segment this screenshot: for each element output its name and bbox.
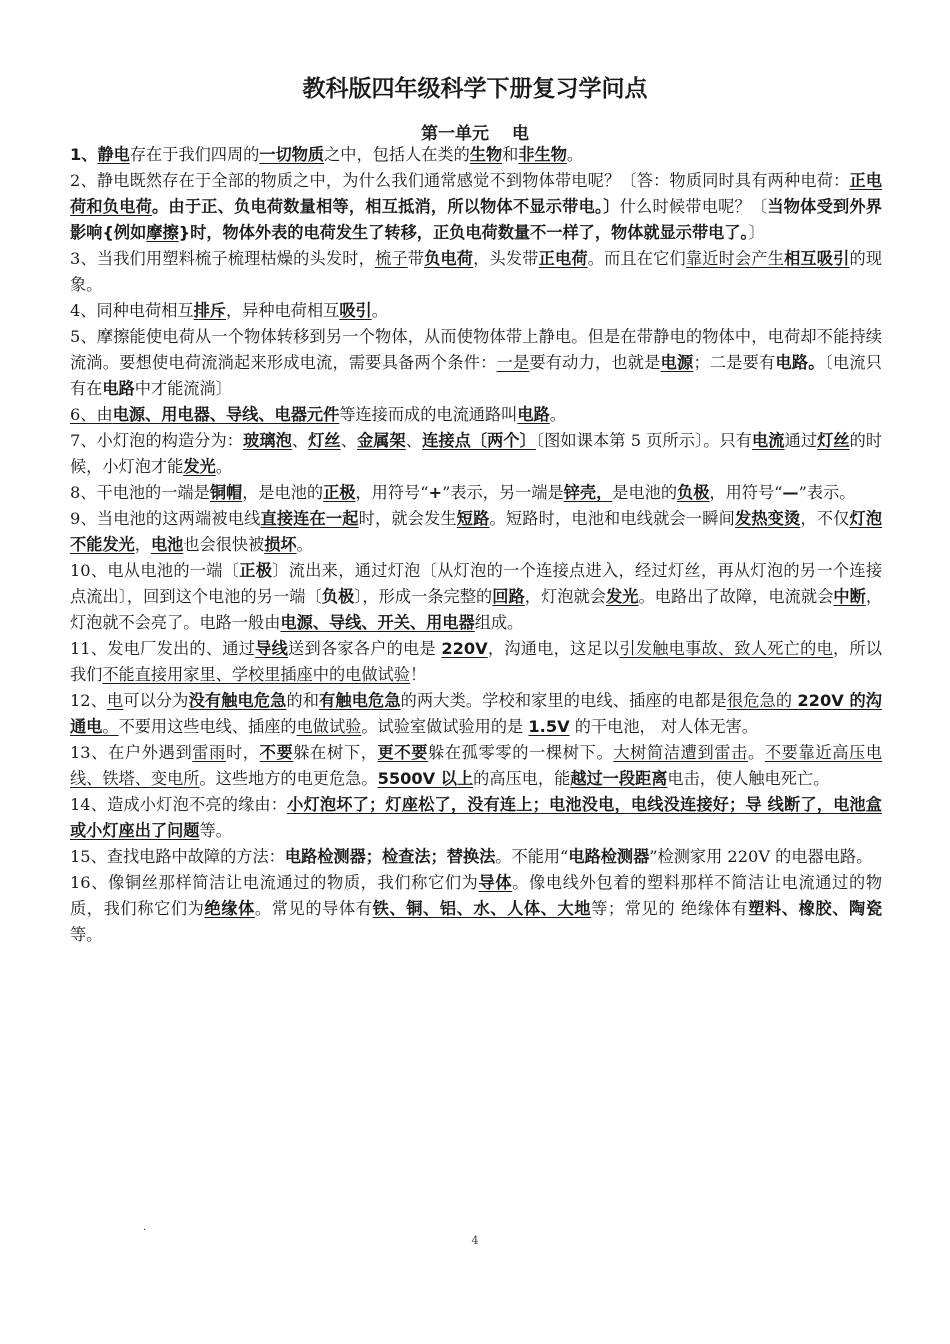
text-run: ”表示，另一端是 — [442, 483, 564, 502]
text-run: 14、造成小灯泡不亮的缘由： — [70, 795, 288, 814]
text-run: ，灯泡就会 — [524, 587, 606, 606]
text-run: 1.5V — [528, 717, 570, 736]
text-run: 相互吸引 — [784, 249, 850, 268]
text-run: 没有触电危急 — [188, 691, 287, 710]
text-run: 〕 — [748, 223, 765, 242]
text-run: 。不能用“ — [495, 847, 569, 866]
text-run: 躲在孤零零的一棵树下。 — [428, 743, 614, 762]
text-run: 220V 的沟通电 — [70, 691, 882, 736]
text-run: 1、 — [70, 145, 98, 164]
text-run: 梳子 — [374, 249, 408, 268]
text-run: 要有动力，也就是 — [529, 353, 661, 372]
text-run: 组成。 — [474, 613, 524, 632]
text-run: 和 — [502, 145, 519, 164]
text-run: 送到各家各户的电是 — [288, 639, 442, 658]
text-run: 。 — [371, 301, 388, 320]
text-run: 铁、铜、铝、水、人体、大地 — [372, 899, 592, 918]
knowledge-point-10 — [70, 558, 882, 636]
knowledge-point-7 — [70, 428, 882, 480]
text-run: 。 — [566, 145, 584, 164]
knowledge-point-13 — [70, 740, 882, 792]
text-run: ；二是要有 — [693, 353, 776, 372]
text-run: 金属架 — [356, 431, 406, 450]
text-run: 。常见的导体有 — [254, 899, 373, 918]
text-run: 生物 — [469, 145, 503, 164]
text-run: 6、由 — [70, 405, 113, 424]
text-run: 也会很快被 — [183, 535, 265, 554]
text-run: 的时候，小灯泡才能 — [70, 431, 883, 476]
text-run: 一切物质 — [259, 145, 325, 164]
text-run: 的两大类。学校和家里的电线、插座的电都是 — [400, 691, 727, 710]
text-run: 等。 — [199, 821, 232, 840]
text-run: 电源、用电器、导线、电器元件 — [112, 405, 340, 424]
knowledge-point-2 — [70, 168, 882, 246]
text-run: 当物体受到外界影响{例如 — [70, 197, 882, 242]
text-run: 大树简洁遭到雷击 — [613, 743, 748, 762]
text-run: 铜帽 — [209, 483, 243, 502]
text-run: 的和 — [286, 691, 320, 710]
text-run: 越过一段距离 — [570, 769, 668, 788]
text-run: 电池 — [150, 535, 184, 554]
text-run: 12、 — [70, 691, 108, 710]
text-run: 发热变烫 — [734, 509, 801, 528]
text-run: 发光 — [183, 457, 216, 476]
text-run: 电路。 — [775, 353, 825, 372]
text-run: 引发触电事故、致人死亡的电 — [619, 639, 833, 658]
text-run: 、 — [291, 431, 309, 450]
text-run: 电路检测器 — [568, 847, 650, 866]
text-run: 不能直接用家里、学校里插座中的电做试验 — [102, 665, 410, 684]
knowledge-points-list — [70, 142, 882, 948]
text-run: 时，就会发生 — [358, 509, 457, 528]
document-title: 教科版四年级科学下册复习学问点 — [302, 76, 648, 102]
text-run: 电流 — [752, 431, 785, 450]
text-run: 可以分为 — [123, 691, 189, 710]
text-run: 有触电危急 — [319, 691, 401, 710]
text-run: 15、查找电路中故障的方法： — [70, 847, 285, 866]
text-run: 静电 — [97, 145, 130, 164]
knowledge-point-1 — [70, 142, 882, 168]
text-run: 。像电线外包着的塑料那样不简洁让电流通过的物质，我们称它们为 — [70, 873, 883, 918]
text-run: 10、电从电池的一端〔 — [70, 561, 240, 580]
text-run: 回路 — [492, 587, 525, 606]
text-run: 、 — [405, 431, 423, 450]
text-run: 。 — [296, 535, 313, 554]
text-run: 。短路时，电池和电线就会一瞬间 — [489, 509, 735, 528]
text-run: ！ — [409, 665, 427, 684]
text-run: 塑料、橡胶、陶瓷 — [748, 899, 883, 918]
text-run: 13、在户外遇到 — [70, 743, 193, 762]
text-run: 时， — [225, 743, 260, 762]
text-run: 灯泡不能发光 — [70, 509, 883, 554]
text-run: 等。 — [70, 925, 103, 944]
text-run: 9、当电池的这两端被电线 — [70, 509, 261, 528]
text-run: 正极 — [239, 561, 273, 580]
knowledge-point-3 — [70, 246, 882, 298]
text-run: 、 — [340, 431, 357, 450]
text-run: 。电路出了故障，电流就会 — [638, 587, 834, 606]
text-run: 8、干电池的一端是 — [70, 483, 210, 502]
text-run: — — [782, 483, 799, 502]
text-run: }时，物体外表的电荷发生了转移，正负电荷数量不一样了，物体就显示带电了。 — [178, 223, 749, 242]
text-run: 之中，包括人在类的 — [324, 145, 470, 164]
text-run: ，沟通电，这足以 — [487, 639, 620, 658]
text-run: 。 — [102, 717, 119, 736]
text-run: 吸引 — [339, 301, 372, 320]
text-run: 导体 — [478, 873, 513, 892]
text-run: 电击，使人触电死亡。 — [667, 769, 830, 788]
text-run: 3、当我们用塑料梳子梳理枯燥的头发时， — [70, 249, 375, 268]
text-run: ，用符号“ — [709, 483, 783, 502]
knowledge-point-4 — [70, 298, 882, 324]
text-run: 一是 — [496, 353, 530, 372]
text-run: 〕流出来，通过灯泡〔从灯泡的一个连接点进入，经过灯丝，再从灯泡的另一个连接点流出〕，回到这个电池的另一端〔 — [70, 561, 883, 606]
text-run: 〕，形成一条完整的 — [354, 587, 493, 606]
text-run: 靠近时会产生 — [685, 249, 785, 268]
knowledge-point-12 — [70, 688, 882, 740]
text-run: 2、静电既然存在于全部的物质之中，为什么我们通常感觉不到物体带电呢？〔答：物质同时具有两种电荷： — [70, 171, 850, 190]
text-run: 。这些地方的电更危急。 — [199, 769, 378, 788]
knowledge-point-9 — [70, 506, 882, 558]
page-number: 4 — [471, 1234, 479, 1247]
text-run: 。而且在它们 — [587, 249, 686, 268]
text-run: 存在于我们四周的 — [129, 145, 260, 164]
text-run: 损坏 — [264, 535, 297, 554]
text-run: 11、发电厂发出的、通过 — [70, 639, 256, 658]
text-run: 玻璃泡 — [243, 431, 292, 450]
text-run: ，用符号“ — [355, 483, 429, 502]
text-run: 的现象。 — [70, 249, 883, 294]
text-run: 连接点〔两个〕 — [422, 431, 536, 450]
text-run: 什么时候带电呢？〔 — [619, 197, 768, 216]
text-run: ”检测家用 220V 的电器电路。 — [649, 847, 873, 866]
text-run: 220V — [441, 639, 488, 658]
text-run: ， — [134, 535, 151, 554]
text-run: 中断 — [833, 587, 866, 606]
text-run: 不要 — [259, 743, 294, 762]
text-run: 不要靠近高压电线、铁塔、变电所 — [70, 743, 883, 788]
knowledge-point-5 — [70, 324, 882, 402]
text-run: + — [428, 483, 443, 502]
text-run: 发光 — [605, 587, 639, 606]
text-run: 。 — [748, 743, 765, 762]
text-run: 锌壳， — [563, 483, 613, 502]
text-run: 中才能流淌〕 — [134, 379, 232, 398]
text-run: 负电荷 — [424, 249, 474, 268]
text-run: 灯丝 — [817, 431, 850, 450]
text-run: 直接连在一起 — [260, 509, 359, 528]
knowledge-point-15 — [70, 844, 882, 870]
text-run: 电源、导线、开关、用电器 — [280, 613, 475, 632]
text-run: 负极 — [321, 587, 355, 606]
text-run: 绝缘体 — [204, 899, 255, 918]
text-run: 正极 — [323, 483, 356, 502]
text-run: 等；常见的 绝缘体有 — [591, 899, 749, 918]
text-run: 很危急的 — [726, 691, 798, 710]
text-run: ，灯泡就不会亮了。电路一般由 — [70, 587, 883, 632]
text-run: 非生物 — [518, 145, 567, 164]
text-run: 电 — [107, 691, 124, 710]
text-run: 不要用这些电线、插座的 — [118, 717, 297, 736]
text-run: 电路 — [102, 379, 135, 398]
text-run: 躲在树下， — [293, 743, 378, 762]
text-run: 。 — [549, 405, 566, 424]
text-run: 5、摩擦能使电荷从一个物体转移到另一个物体，从而使物体带上静电。但是在带静电的物体中，电荷却不能持续流淌。要想使电荷流淌起来形成电流，需要具备两个条件： — [70, 327, 882, 372]
text-run: 16、像铜丝那样简洁让电流通过的物质，我们称它们为 — [70, 873, 479, 892]
text-run: 4、同种电荷相互 — [70, 301, 194, 320]
text-run: 7、小灯泡的构造分为： — [70, 431, 244, 450]
text-run: 。由于正、负电荷数量相等，相互抵消，所以物体不显示带电。〕 — [152, 197, 620, 216]
text-run: 。 — [215, 457, 232, 476]
text-run: 通过 — [784, 431, 818, 450]
text-run: 排斥 — [193, 301, 226, 320]
text-run: 正电荷和负电荷 — [70, 171, 883, 216]
text-run: 电路检测器；检查法；替换法 — [284, 847, 496, 866]
text-run: 灯丝 — [308, 431, 341, 450]
footer-dot: . — [143, 1222, 147, 1233]
text-run: 电路 — [517, 405, 550, 424]
text-run: 雷雨 — [192, 743, 226, 762]
text-run: ，异种电荷相互 — [226, 301, 340, 320]
text-run: 短路 — [456, 509, 490, 528]
text-run: 〔电流只有在 — [70, 353, 882, 398]
knowledge-point-8 — [70, 480, 882, 506]
text-run: 是电池的 — [612, 483, 678, 502]
knowledge-point-11 — [70, 636, 882, 688]
text-run: ，不仅 — [800, 509, 850, 528]
unit-heading: 第一单元 电 — [421, 124, 529, 144]
text-run: 的高压电，能 — [473, 769, 571, 788]
text-run: ”表示。 — [798, 483, 856, 502]
text-run: ，所以我们 — [70, 639, 883, 684]
text-run: 带 — [407, 249, 425, 268]
text-run: 摩擦 — [146, 223, 179, 242]
text-run: 电做试验 — [296, 717, 362, 736]
knowledge-point-16 — [70, 870, 882, 948]
knowledge-point-6 — [70, 402, 882, 428]
text-run: 正电荷 — [538, 249, 588, 268]
text-run: 〔图如课本第 5 页所示〕。只有 — [535, 431, 753, 450]
text-run: ，是电池的 — [242, 483, 324, 502]
knowledge-point-14 — [70, 792, 882, 844]
text-run: 等连接而成的电流通路叫 — [339, 405, 518, 424]
text-run: 电源 — [660, 353, 694, 372]
text-run: 导线 — [255, 639, 289, 658]
text-run: 的干电池， 对人体无害。 — [569, 717, 758, 736]
text-run: 5500V 以上 — [377, 769, 474, 788]
text-run: ，头发带 — [473, 249, 539, 268]
text-run: 小灯泡坏了；灯座松了，没有连上；电池没电，电线没连接好；导 线断了，电池盒或小灯座出了问题 — [70, 795, 882, 840]
text-run: 更不要 — [377, 743, 429, 762]
text-run: 负极 — [677, 483, 710, 502]
text-run: 。试验室做试验用的是 — [361, 717, 529, 736]
